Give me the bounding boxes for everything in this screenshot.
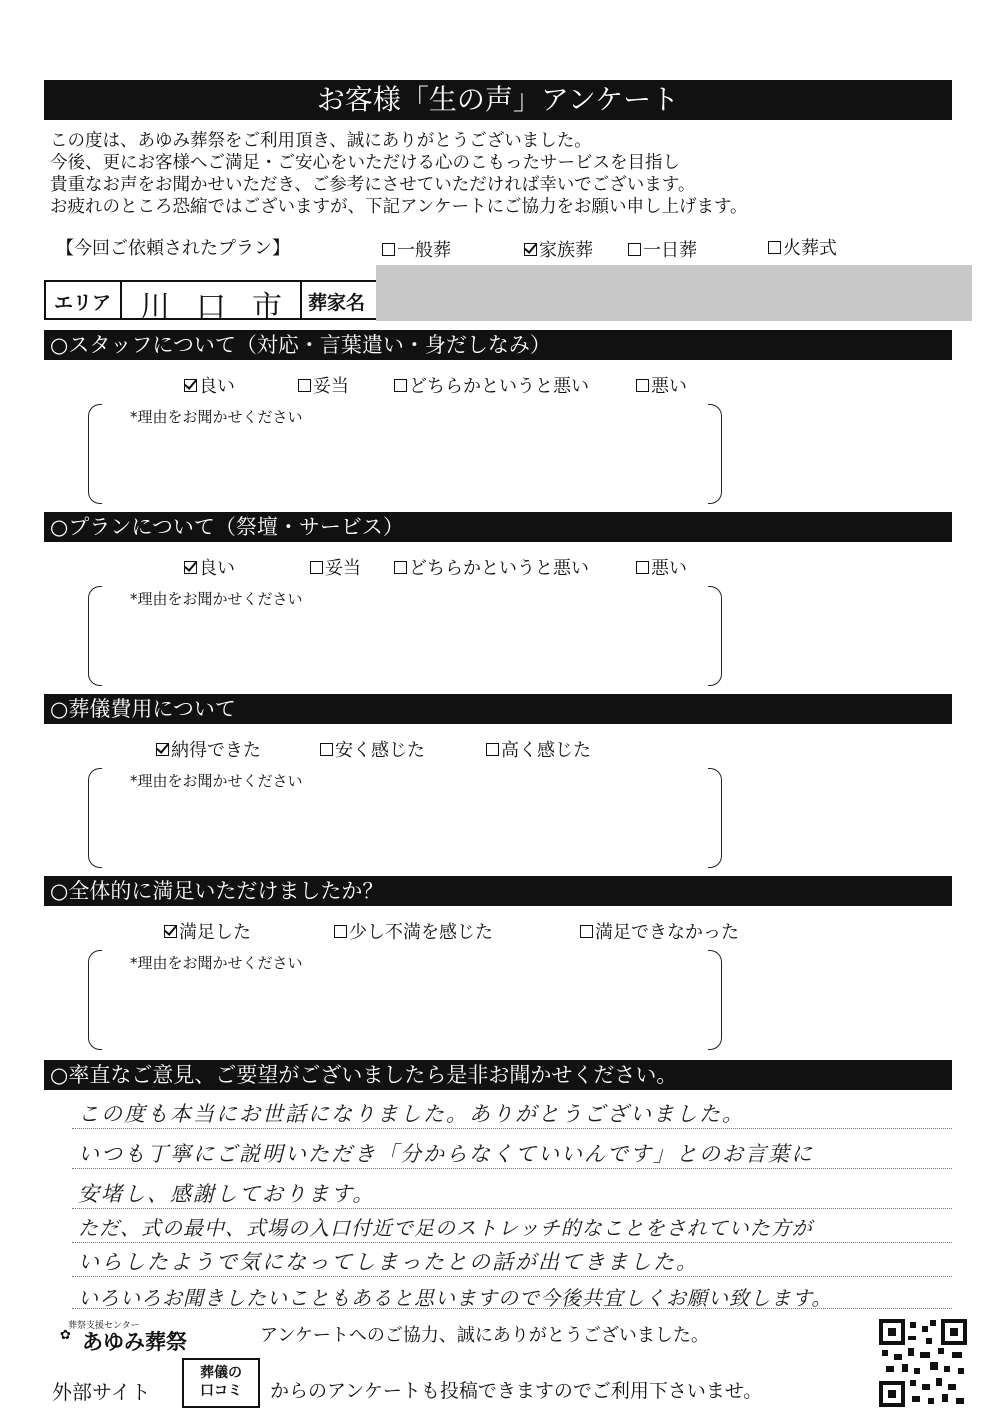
staff-heading: ○スタッフについて（対応・言葉遣い・身だしなみ） xyxy=(44,330,952,360)
checkbox[interactable] xyxy=(320,743,333,756)
ruled-line xyxy=(72,1242,952,1243)
ruled-line xyxy=(72,1208,952,1209)
overall-heading: ○全体的に満足いただけましたか？ xyxy=(44,876,952,906)
overall-reason-box[interactable] xyxy=(88,950,722,1050)
logo-subtitle: 葬祭支援センター xyxy=(68,1321,140,1331)
checkbox[interactable] xyxy=(298,379,311,392)
intro-line-2: 今後、更にお客様へご満足・ご安心をいただける心のこもったサービスを目指し xyxy=(50,153,680,173)
plan-reason-box[interactable] xyxy=(88,586,722,686)
comment-line-5: いらしたようで気になってしまったとの話が出てきました。 xyxy=(78,1250,699,1274)
bracket-right xyxy=(708,404,722,504)
plan-option-one-day[interactable]: 一日葬 xyxy=(628,236,697,262)
checkbox[interactable] xyxy=(394,561,407,574)
kuchikomi-badge[interactable] xyxy=(182,1358,260,1408)
checkbox-checked[interactable] xyxy=(184,379,197,392)
reason-label: *理由をお聞かせください xyxy=(130,590,303,608)
badge-bottom-text: 口コミ xyxy=(200,1383,242,1399)
comment-line-3: 安堵し、感謝しております。 xyxy=(78,1182,376,1206)
plan-eval-option-bad[interactable]: 悪い xyxy=(636,554,687,580)
plan-eval-option-fair[interactable]: 妥当 xyxy=(310,554,361,580)
comment-line-6: いろいろお聞きしたいこともあると思いますので今後共宜しくお願い致します。 xyxy=(78,1286,833,1310)
external-site-label: 外部サイト xyxy=(52,1380,151,1404)
bracket-left xyxy=(88,768,102,868)
area-value: 川口市 xyxy=(140,290,308,325)
checkbox[interactable] xyxy=(636,561,649,574)
plan-eval-option-somewhat-bad[interactable]: どちらかというと悪い xyxy=(394,554,589,580)
checkbox-checked[interactable] xyxy=(524,243,537,256)
intro-line-4: お疲れのところ恐縮ではございますが、下記アンケートにご協力をお願い申し上げます。 xyxy=(50,197,748,217)
staff-option-good[interactable]: 良い xyxy=(184,372,235,398)
staff-reason-box[interactable] xyxy=(88,404,722,504)
checkbox[interactable] xyxy=(636,379,649,392)
plan-eval-option-good[interactable]: 良い xyxy=(184,554,235,580)
plan-option-general[interactable]: 一般葬 xyxy=(382,236,451,262)
external-site-text: からのアンケートも投稿できますのでご利用下さいませ。 xyxy=(270,1380,763,1402)
company-logo: あゆみ葬祭 xyxy=(82,1330,187,1354)
checkbox[interactable] xyxy=(768,241,781,254)
ruled-line xyxy=(72,1276,952,1277)
bracket-left xyxy=(88,586,102,686)
ruled-line xyxy=(72,1308,952,1309)
comment-line-1: この度も本当にお世話になりました。ありがとうございました。 xyxy=(78,1102,745,1126)
bracket-right xyxy=(708,950,722,1050)
area-label: エリア xyxy=(54,292,112,314)
plan-label: 【今回ご依頼されたプラン】 xyxy=(56,238,290,259)
checkbox[interactable] xyxy=(310,561,323,574)
area-divider xyxy=(120,280,122,320)
staff-option-somewhat-bad[interactable]: どちらかというと悪い xyxy=(394,372,589,398)
reason-label: *理由をお聞かせください xyxy=(130,408,303,426)
comment-line-2: いつも丁寧にご説明いただき「分からなくていいんです」とのお言葉に xyxy=(78,1142,814,1166)
staff-option-fair[interactable]: 妥当 xyxy=(298,372,349,398)
plan-heading: ○プランについて（祭壇・サービス） xyxy=(44,512,952,542)
checkbox-checked[interactable] xyxy=(164,925,177,938)
bracket-left xyxy=(88,950,102,1050)
cost-reason-box[interactable] xyxy=(88,768,722,868)
cost-heading: ○葬儀費用について xyxy=(44,694,952,724)
bracket-left xyxy=(88,404,102,504)
overall-option-slightly-unsatisfied[interactable]: 少し不満を感じた xyxy=(334,918,493,944)
qr-code-icon[interactable] xyxy=(878,1318,968,1408)
checkbox[interactable] xyxy=(486,743,499,756)
flower-icon: ✿ xyxy=(60,1328,71,1343)
survey-title: お客様「生の声」アンケート xyxy=(44,80,952,120)
checkbox[interactable] xyxy=(334,925,347,938)
checkbox[interactable] xyxy=(382,243,395,256)
overall-option-unsatisfied[interactable]: 満足できなかった xyxy=(580,918,739,944)
bracket-right xyxy=(708,768,722,868)
comment-line-4: ただ、式の最中、式場の入口付近で足のストレッチ的なことをされていた方が xyxy=(78,1216,813,1240)
ruled-line xyxy=(72,1128,952,1129)
reason-label: *理由をお聞かせください xyxy=(130,954,303,972)
cost-option-expensive[interactable]: 高く感じた xyxy=(486,736,591,762)
cost-option-satisfied[interactable]: 納得できた xyxy=(156,736,261,762)
checkbox[interactable] xyxy=(628,243,641,256)
staff-option-bad[interactable]: 悪い xyxy=(636,372,687,398)
bracket-right xyxy=(708,586,722,686)
comments-heading: ○率直なご意見、ご要望がございましたら是非お聞かせください。 xyxy=(44,1060,952,1090)
overall-option-satisfied[interactable]: 満足した xyxy=(164,918,251,944)
plan-option-cremation[interactable]: 火葬式 xyxy=(768,234,837,260)
redacted-area xyxy=(376,265,972,321)
checkbox-checked[interactable] xyxy=(156,743,169,756)
checkbox-checked[interactable] xyxy=(184,561,197,574)
checkbox[interactable] xyxy=(394,379,407,392)
cost-option-cheap[interactable]: 安く感じた xyxy=(320,736,425,762)
ruled-line xyxy=(72,1168,952,1169)
reason-label: *理由をお聞かせください xyxy=(130,772,303,790)
badge-top-text: 葬儀の xyxy=(200,1365,242,1381)
intro-line-1: この度は、あゆみ葬祭をご利用頂き、誠にありがとうございました。 xyxy=(50,131,592,151)
checkbox[interactable] xyxy=(580,925,593,938)
family-name-label: 葬家名 xyxy=(308,292,366,314)
plan-option-family[interactable]: 家族葬 xyxy=(524,236,593,262)
thanks-text: アンケートへのご協力、誠にありがとうございました。 xyxy=(260,1325,709,1346)
intro-line-3: 貴重なお声をお聞かせいただき、ご参考にさせていただければ幸いでございます。 xyxy=(50,175,696,195)
